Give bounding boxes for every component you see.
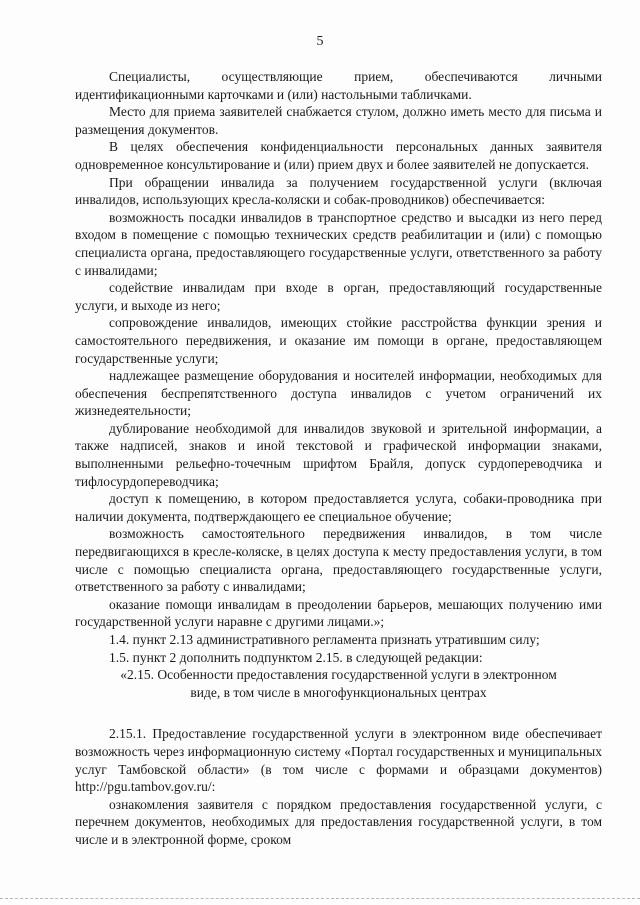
paragraph-item-1-4: 1.4. пункт 2.13 административного регламента признать утратившим силу; xyxy=(109,632,540,647)
paragraph-item-1-5: 1.5. пункт 2 дополнить подпунктом 2.15. в следующей редакции: xyxy=(109,649,483,665)
section-heading-line-2: виде, в том числе в многофункциональных центрах xyxy=(190,684,487,700)
paragraph-reception-place: Место для приема заявителей снабжается стулом, должно иметь место для письма и размещения документов. xyxy=(75,104,602,137)
bottom-scan-edge xyxy=(0,898,640,900)
list-item-guide-dog: доступ к помещению, в котором предоставляется услуга, собаки-проводника при наличии документа, подтверждающего ее специальное обучение; xyxy=(75,491,602,524)
section-heading-line-1: «2.15. Особенности предоставления государственной услуги в электронном xyxy=(120,667,557,683)
list-item-vehicle-boarding: возможность посадки инвалидов в транспортное средство и высадки из него перед входом в помещение с помощью технических средств реабилитации и (или) с помощью специалиста органа, предоставляющего государственные услуги, ответственного за работу с инвалидами; xyxy=(75,209,602,278)
list-item-equipment-placement: надлежащее размещение оборудования и носителей информации, необходимых для обеспечения беспрепятственного доступа инвалидов с учетом ограничений их жизнедеятельности; xyxy=(75,368,602,419)
list-item-escort: сопровождение инвалидов, имеющих стойкие расстройства функции зрения и самостоятельного передвижения, и оказание им помощи в органе, предоставляющем государственные услуги; xyxy=(75,315,602,366)
page-number: 5 xyxy=(316,34,324,49)
paragraph-specialists: Специалисты, осуществляющие прием, обеспечиваются личными идентификационными карточками и (или) настольными табличками. xyxy=(75,69,602,102)
list-item-barrier-help: оказание помощи инвалидам в преодолении барьеров, мешающих получению ими государственной услуги наравне с другими лицами.»; xyxy=(75,596,602,630)
paragraph-2-15-1: 2.15.1. Предоставление государственной услуги в электронном виде обеспечивает возможность через информационную систему «Портал государственных и муниципальных услуг Тамбовской области» (в том числе с формами и образцами документов) http://pgu.tambov.gov.ru/: xyxy=(75,726,602,795)
list-item-wheelchair-movement: возможность самостоятельного передвижения инвалидов, в том числе передвигающихся в кресле-коляске, в целях доступа к месту предоставления услуги, в том числе с помощью специалиста органа, предоставляющего государственные услуги, ответственного за работу с инвалидами; xyxy=(75,526,602,595)
paragraph-familiarization: ознакомления заявителя с порядком предоставления государственной услуги, с перечнем документов, необходимых для предоставления государственной услуги, в том числе и в электронной форме, сроком xyxy=(75,796,602,847)
section-spacer xyxy=(75,701,602,725)
paragraph-confidentiality: В целях обеспечения конфиденциальности персональных данных заявителя одновременное консультирование и (или) прием двух и более заявителей не допускается. xyxy=(75,139,602,172)
document-body xyxy=(75,68,602,849)
list-item-braille-duplication: дублирование необходимой для инвалидов звуковой и зрительной информации, а также надписей, знаков и иной текстовой и графической информации знаками, выполненными рельефно-точечным шрифтом Брайля, допуск сурдопереводчика и тифлосурдопереводчика; xyxy=(75,420,602,489)
list-item-entrance-assistance: содействие инвалидам при входе в орган, предоставляющий государственные услуги, и выходе из него; xyxy=(75,280,602,313)
paragraph-disabled-access-intro: При обращении инвалида за получением государственной услуги (включая инвалидов, использующих кресла-коляски и собак-проводников) обеспечивается: xyxy=(75,174,602,208)
